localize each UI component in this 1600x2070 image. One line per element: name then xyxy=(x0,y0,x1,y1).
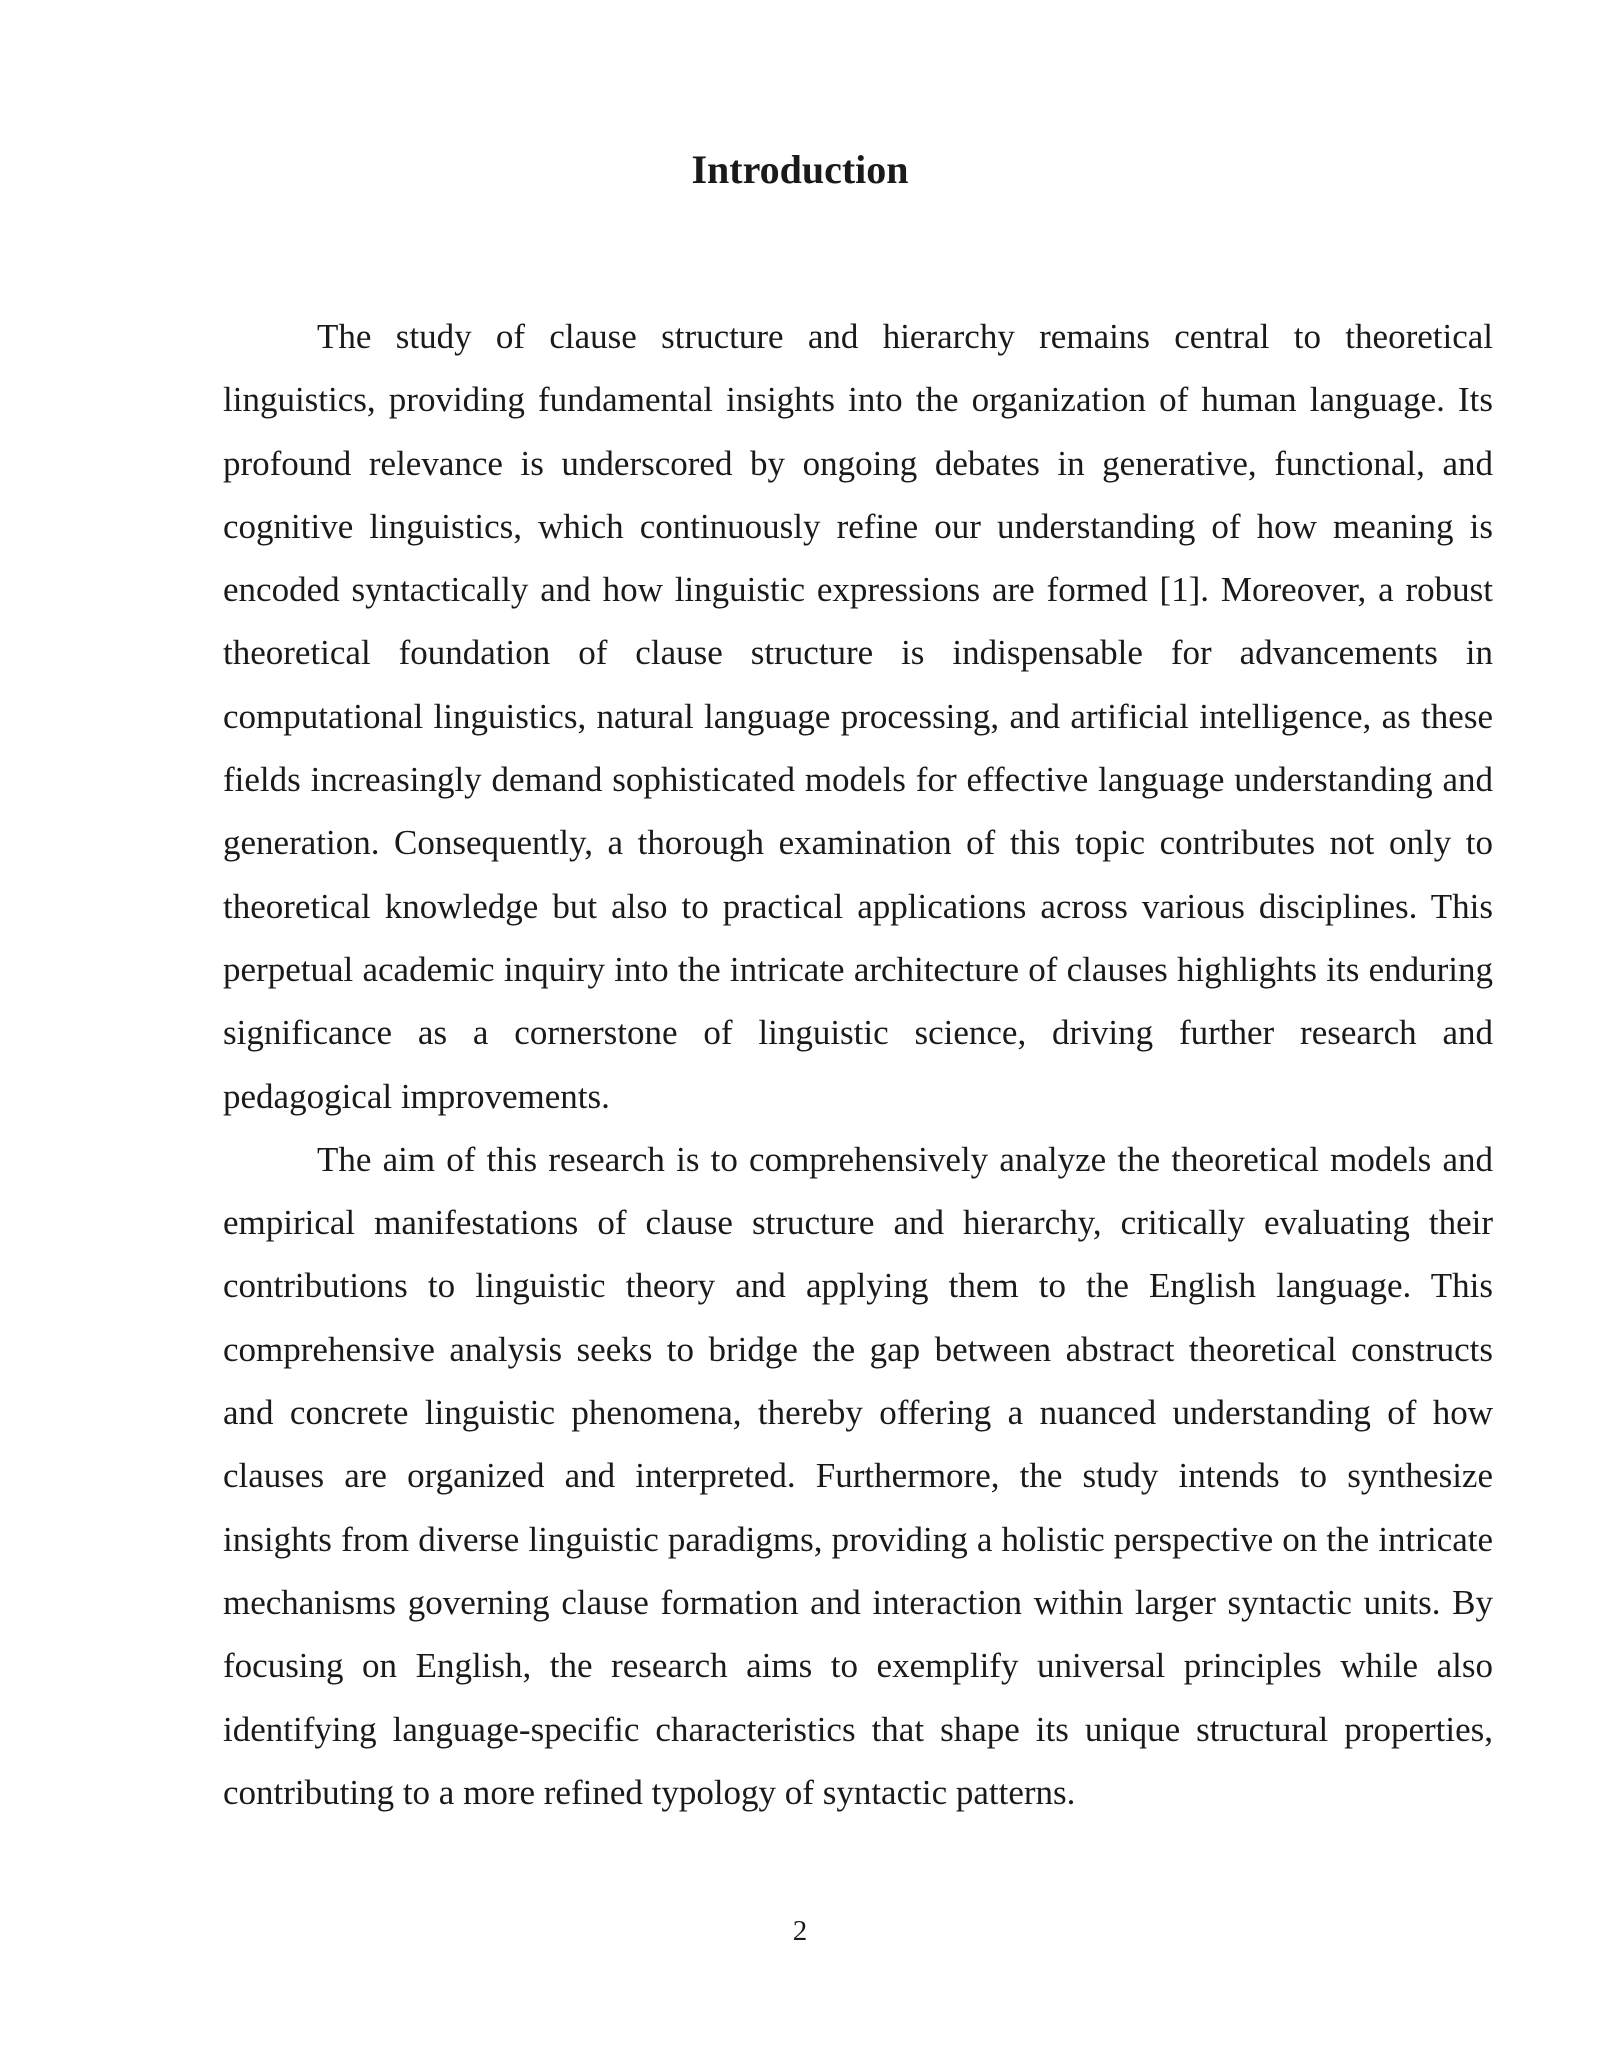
paragraph-aim: The aim of this research is to comprehensively analyze the theoretical models and empirical manifestations of clause structure and hierarchy, critically evaluating their contributions to linguistic theory and applying them to the English language. This comprehensive analysis seeks to bridge the gap between abstract theoretical constructs and concrete linguistic phenomena, thereby offering a nuanced understanding of how clauses are organized and interpreted. Furthermore, the study intends to synthesize insights from diverse linguistic paradigms, providing a holistic perspective on the intricate mechanisms governing clause formation and interaction within larger syntactic units. By focusing on English, the research aims to exemplify universal principles while also identifying language-specific characteristics that shape its unique structural properties, contributing to a more refined typology of syntactic patterns. xyxy=(223,1139,1493,1812)
page-title: Introduction xyxy=(691,147,909,192)
page-number: 2 xyxy=(792,1915,808,1947)
body-text xyxy=(223,305,1493,1824)
paragraph-relevance: The study of clause structure and hierarchy remains central to theoretical linguistics, providing fundamental insights into the organization of human language. Its profound relevance is underscored by ongoing debates in generative, functional, and cognitive linguistics, which continuously refine our understanding of how meaning is encoded syntactically and how linguistic expressions are formed [1]. Moreover, a robust theoretical foundation of clause structure is indispensable for advancements in computational linguistics, natural language processing, and artificial intelligence, as these fields increasingly demand sophisticated models for effective language understanding and generation. Consequently, a thorough examination of this topic contributes not only to theoretical knowledge but also to practical applications across various disciplines. This perpetual academic inquiry into the intricate architecture of clauses highlights its enduring significance as a cornerstone of linguistic science, driving further research and pedagogical improvements. xyxy=(223,317,1493,1116)
